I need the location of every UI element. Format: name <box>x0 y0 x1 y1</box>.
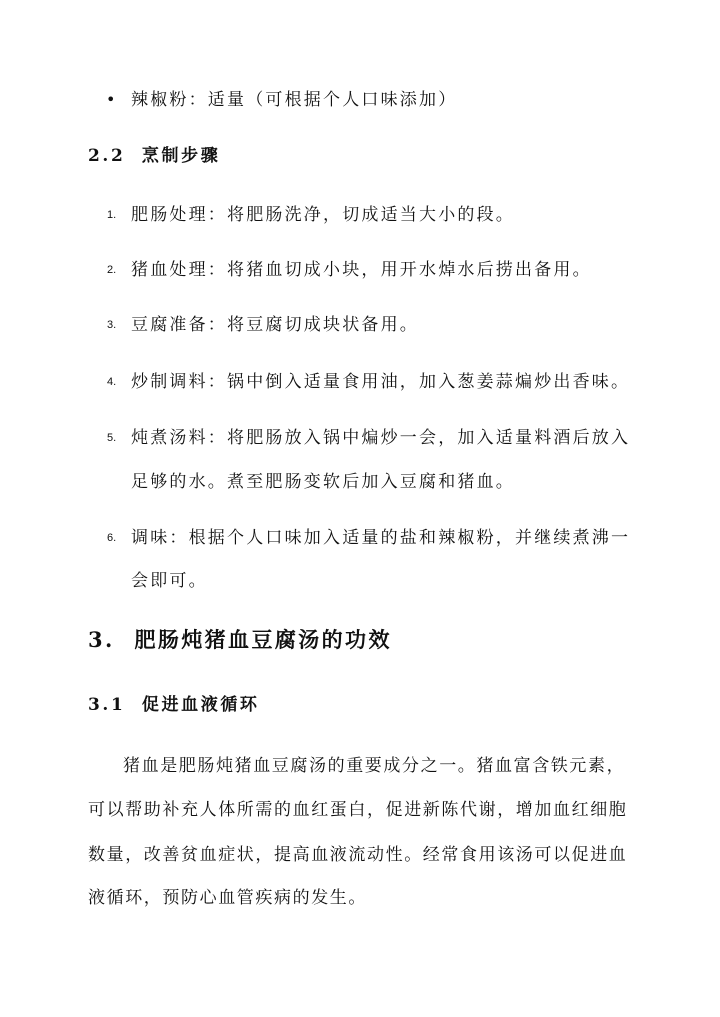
bullet-marker: • <box>106 90 116 109</box>
step-text-continued: 足够的水。煮至肥肠变软后加入豆腐和猪血。 <box>131 472 515 492</box>
step-text: 调味：根据个人口味加入适量的盐和辣椒粉，并继续煮沸一 <box>131 528 631 548</box>
step-number: 2. <box>107 264 117 276</box>
section-heading-2-2 <box>88 144 220 168</box>
step-number: 1. <box>107 209 117 221</box>
step-number: 6. <box>107 532 117 544</box>
step-number: 5. <box>107 432 117 444</box>
paragraph-line: 数量，改善贫血症状，提高血液流动性。经常食用该汤可以促进血 <box>88 845 628 865</box>
section-title: 烹制步骤 <box>141 146 221 166</box>
section-number: 2.2 <box>88 146 126 166</box>
step-text: 炒制调料：锅中倒入适量食用油，加入葱姜蒜煸炒出香味。 <box>131 372 631 392</box>
section-title: 促进血液循环 <box>141 695 260 715</box>
paragraph-line: 猪血是肥肠炖猪血豆腐汤的重要成分之一。猪血富含铁元素， <box>123 756 626 776</box>
section-title: 肥肠炖猪血豆腐汤的功效 <box>134 627 392 652</box>
section-heading-3 <box>88 626 392 654</box>
step-text: 猪血处理：将猪血切成小块，用开水焯水后捞出备用。 <box>131 260 592 280</box>
section-heading-3-1 <box>88 693 260 717</box>
bullet-item-text: 辣椒粉：适量（可根据个人口味添加） <box>131 90 458 110</box>
step-number: 3. <box>107 319 117 331</box>
section-number: 3.1 <box>88 695 126 715</box>
step-text: 豆腐准备：将豆腐切成块状备用。 <box>131 315 419 335</box>
paragraph-line: 可以帮助补充人体所需的血红蛋白，促进新陈代谢，增加血红细胞 <box>88 800 628 820</box>
section-number: 3. <box>88 627 115 652</box>
step-text-continued: 会即可。 <box>131 571 208 591</box>
step-text: 炖煮汤料：将肥肠放入锅中煸炒一会，加入适量料酒后放入 <box>131 428 631 448</box>
step-number: 4. <box>107 376 117 388</box>
step-text: 肥肠处理：将肥肠洗净，切成适当大小的段。 <box>131 205 515 225</box>
paragraph-line: 液循环，预防心血管疾病的发生。 <box>88 888 367 908</box>
